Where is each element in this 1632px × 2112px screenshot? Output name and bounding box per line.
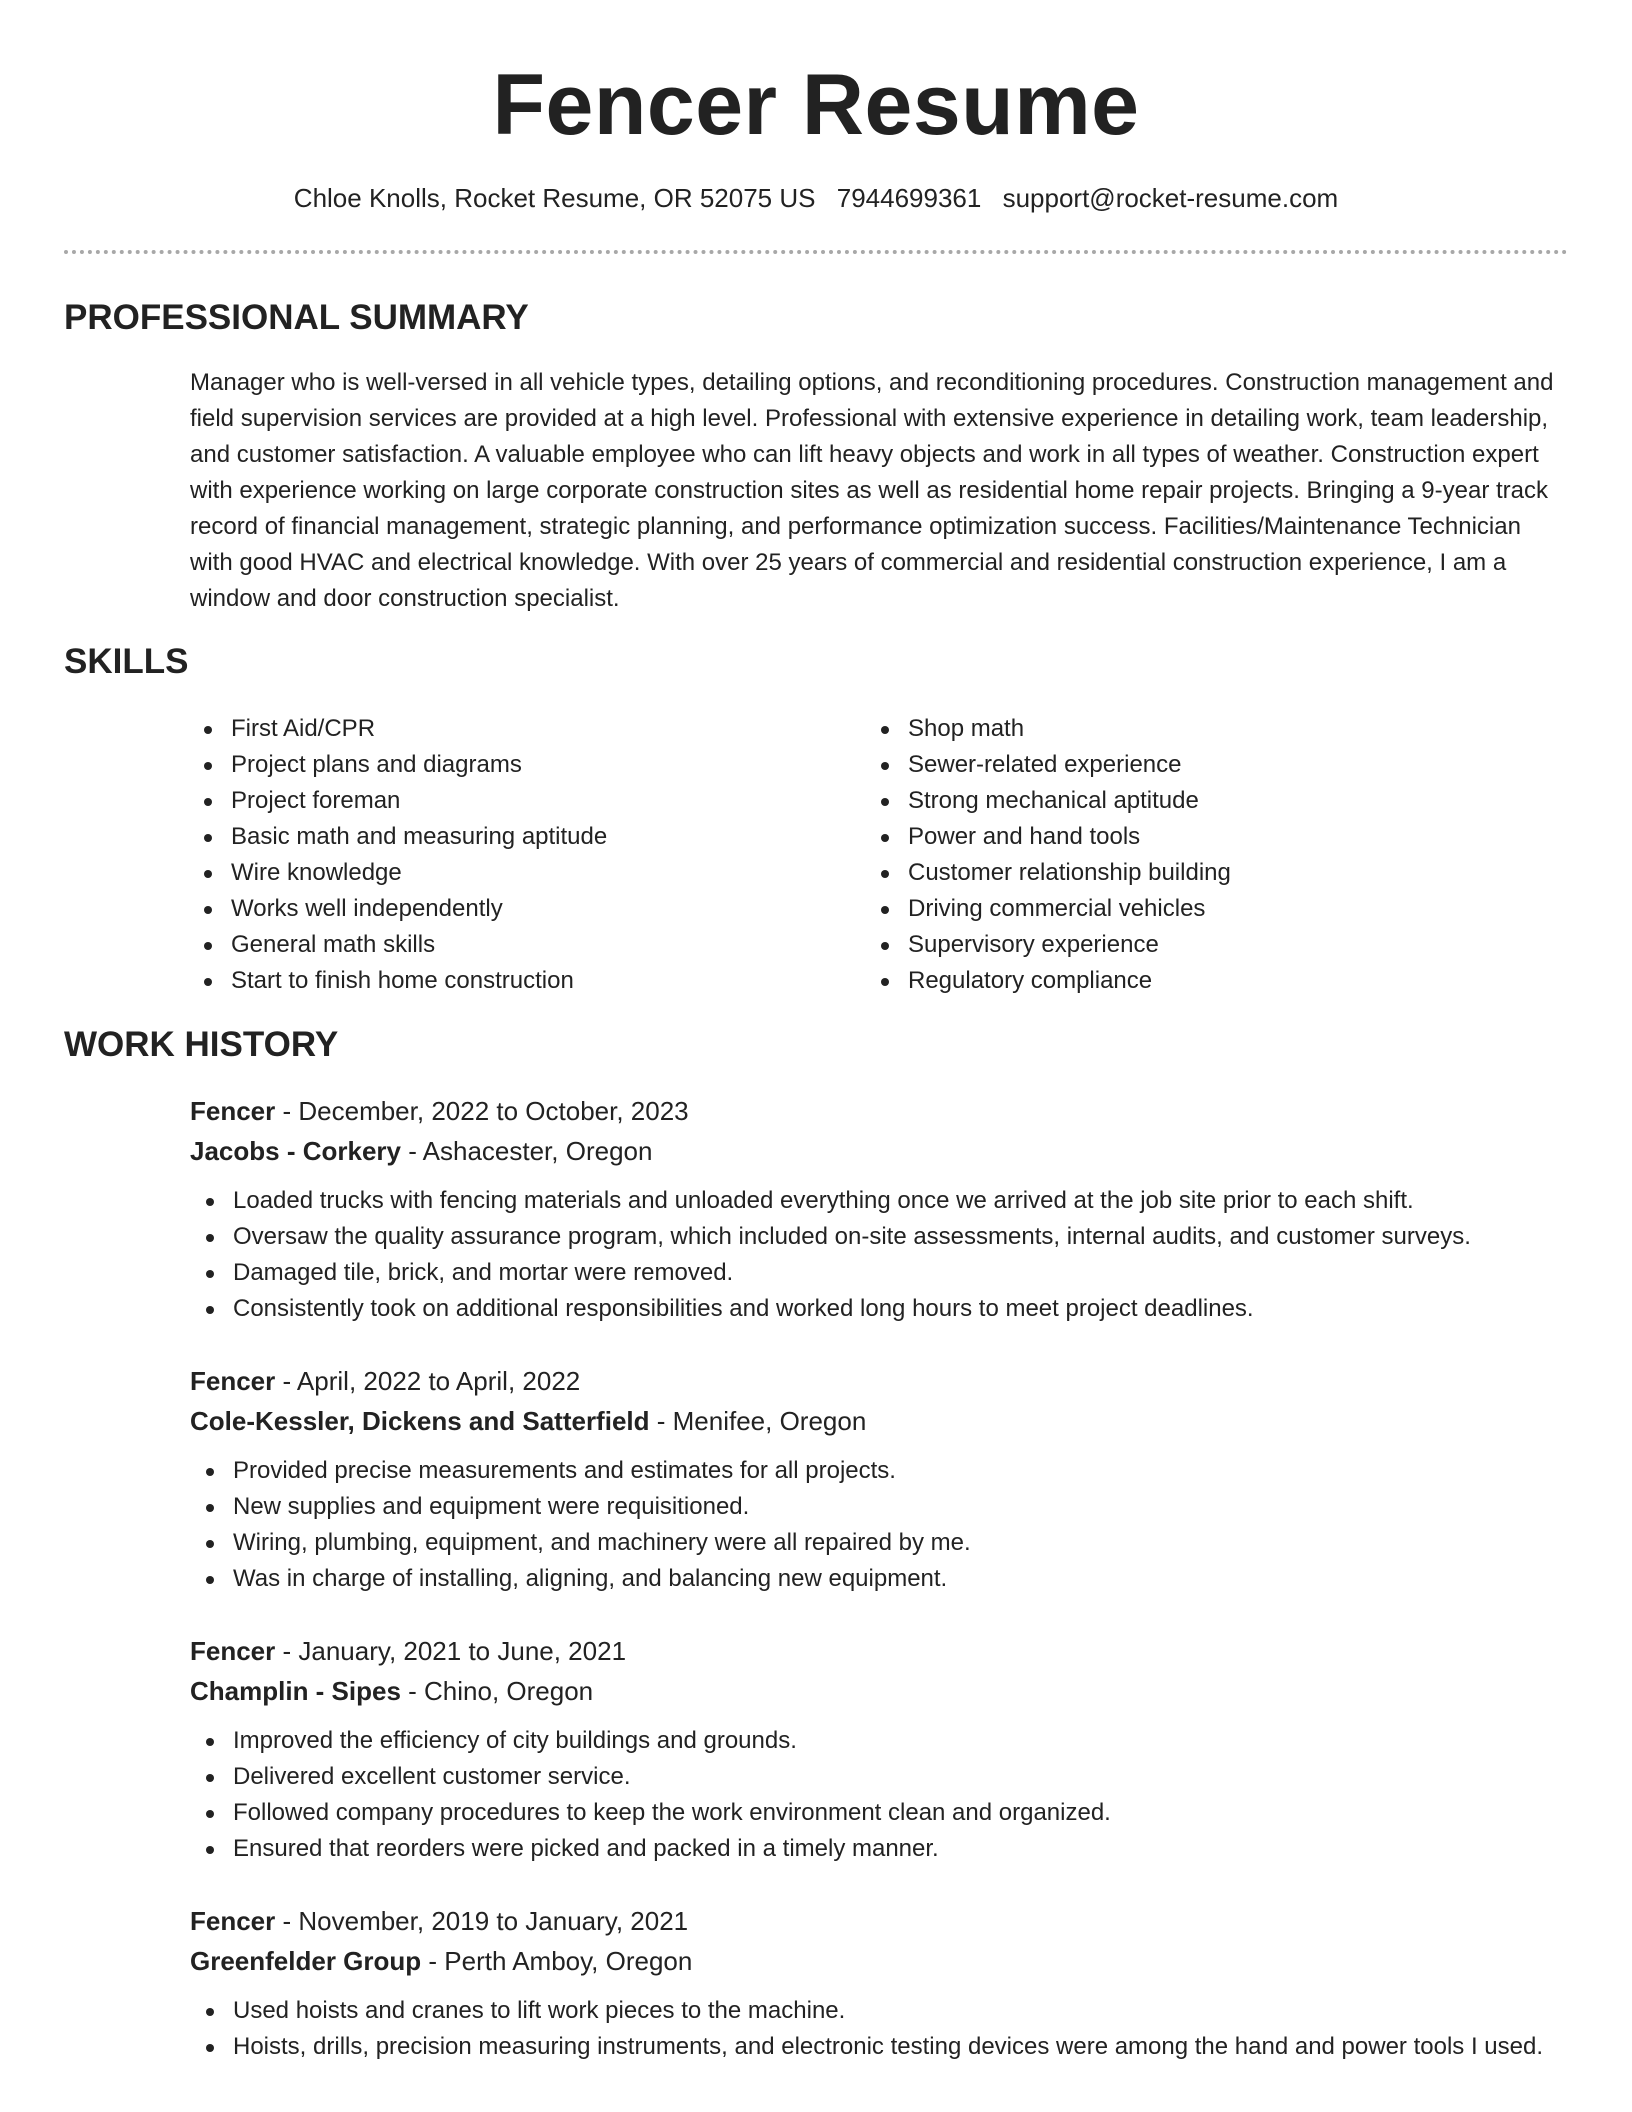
job-bullet: Consistently took on additional responsibilities and worked long hours to meet project deadlines. [190, 1291, 1566, 1327]
job-company-line [190, 1131, 1566, 1171]
job-company-line [190, 1671, 1566, 1711]
job-dates: - November, 2019 to January, 2021 [275, 1906, 689, 1936]
contact-email: support@rocket-resume.com [1002, 183, 1339, 213]
job-title-line [190, 1091, 1566, 1131]
skill-item: Project plans and diagrams [188, 747, 828, 783]
job-bullet: Wiring, plumbing, equipment, and machinery were all repaired by me. [190, 1525, 1566, 1561]
job-bullet: Followed company procedures to keep the work environment clean and organized. [190, 1795, 1566, 1831]
skill-item: First Aid/CPR [188, 711, 828, 747]
skill-item: Customer relationship building [865, 855, 1505, 891]
job-title: Fencer [190, 1366, 276, 1396]
skill-item: Regulatory compliance [865, 963, 1505, 999]
skill-item: Start to finish home construction [188, 963, 828, 999]
job-company-line [190, 1941, 1566, 1981]
skill-item: General math skills [188, 927, 828, 963]
job-location: - Ashacester, Oregon [400, 1136, 653, 1166]
job-bullet: Hoists, drills, precision measuring instruments, and electronic testing devices were among the hand and power tools I used. [190, 2029, 1566, 2065]
skill-item: Power and hand tools [865, 819, 1505, 855]
job-bullet: Improved the efficiency of city buildings and grounds. [190, 1723, 1566, 1759]
job-bullet: Used hoists and cranes to lift work pieces to the machine. [190, 1993, 1566, 2029]
skill-item: Driving commercial vehicles [865, 891, 1505, 927]
job-bullet: Was in charge of installing, aligning, and balancing new equipment. [190, 1561, 1566, 1597]
job-company: Cole-Kessler, Dickens and Satterfield [190, 1406, 650, 1436]
job-title-line [190, 1631, 1566, 1671]
job-title: Fencer [190, 1096, 276, 1126]
job-entry [190, 1361, 1566, 1597]
job-dates: - April, 2022 to April, 2022 [275, 1366, 581, 1396]
job-bullet: Delivered excellent customer service. [190, 1759, 1566, 1795]
skill-item: Works well independently [188, 891, 828, 927]
skill-item: Supervisory experience [865, 927, 1505, 963]
job-bullets [190, 1453, 1566, 1597]
summary-heading: PROFESSIONAL SUMMARY [64, 298, 529, 337]
skills-list-right [865, 711, 1505, 999]
skill-item: Strong mechanical aptitude [865, 783, 1505, 819]
job-title: Fencer [190, 1636, 276, 1666]
job-title-line [190, 1901, 1566, 1941]
job-bullet: Provided precise measurements and estimates for all projects. [190, 1453, 1566, 1489]
job-company: Greenfelder Group [190, 1946, 422, 1976]
job-company: Jacobs - Corkery [190, 1136, 401, 1166]
skill-item: Basic math and measuring aptitude [188, 819, 828, 855]
resume-title: Fencer Resume [492, 57, 1140, 153]
job-entry [190, 1631, 1566, 1867]
job-bullets [190, 1183, 1566, 1327]
job-location: - Chino, Oregon [400, 1676, 594, 1706]
job-company: Champlin - Sipes [190, 1676, 401, 1706]
skill-item: Shop math [865, 711, 1505, 747]
job-dates: - January, 2021 to June, 2021 [275, 1636, 627, 1666]
skill-item: Sewer-related experience [865, 747, 1505, 783]
job-bullet: Loaded trucks with fencing materials and unloaded everything once we arrived at the job site prior to each shift. [190, 1183, 1566, 1219]
job-company-line [190, 1401, 1566, 1441]
skill-item: Wire knowledge [188, 855, 828, 891]
skill-item: Project foreman [188, 783, 828, 819]
contact-line [0, 180, 1632, 216]
contact-phone: 7944699361 [836, 183, 982, 213]
header-divider [64, 250, 1568, 254]
job-bullet: Ensured that reorders were picked and packed in a timely manner. [190, 1831, 1566, 1867]
contact-address: Chloe Knolls, Rocket Resume, OR 52075 US [293, 183, 816, 213]
job-dates: - December, 2022 to October, 2023 [275, 1096, 689, 1126]
job-bullet: Oversaw the quality assurance program, which included on-site assessments, internal audits, and customer surveys. [190, 1219, 1566, 1255]
job-bullets [190, 1723, 1566, 1867]
skills-heading: SKILLS [64, 642, 189, 681]
job-bullet: Damaged tile, brick, and mortar were removed. [190, 1255, 1566, 1291]
summary-text: Manager who is well-versed in all vehicle types, detailing options, and reconditioning procedures. Construction management and field supervision services are provided at a high level. Professional with extensive experience in detailing work, team leadership, and customer satisfaction. A valuable employee who can lift heavy objects and work in all types of weather. Construction expert with experience working on large corporate construction sites as well as residential home repair projects. Bringing a 9-year track record of financial management, strategic planning, and performance optimization success. Facilities/Maintenance Technician with good HVAC and electrical knowledge. With over 25 years of commercial and residential construction experience, I am a window and door construction specialist. [190, 369, 1554, 612]
work-history-heading: WORK HISTORY [64, 1025, 339, 1064]
job-bullet: New supplies and equipment were requisitioned. [190, 1489, 1566, 1525]
job-bullets [190, 1993, 1566, 2065]
skills-list-left [188, 711, 828, 999]
job-location: - Menifee, Oregon [649, 1406, 867, 1436]
job-title: Fencer [190, 1906, 276, 1936]
job-location: - Perth Amboy, Oregon [421, 1946, 693, 1976]
job-title-line [190, 1361, 1566, 1401]
job-entry [190, 1091, 1566, 1327]
job-entry [190, 1901, 1566, 2065]
